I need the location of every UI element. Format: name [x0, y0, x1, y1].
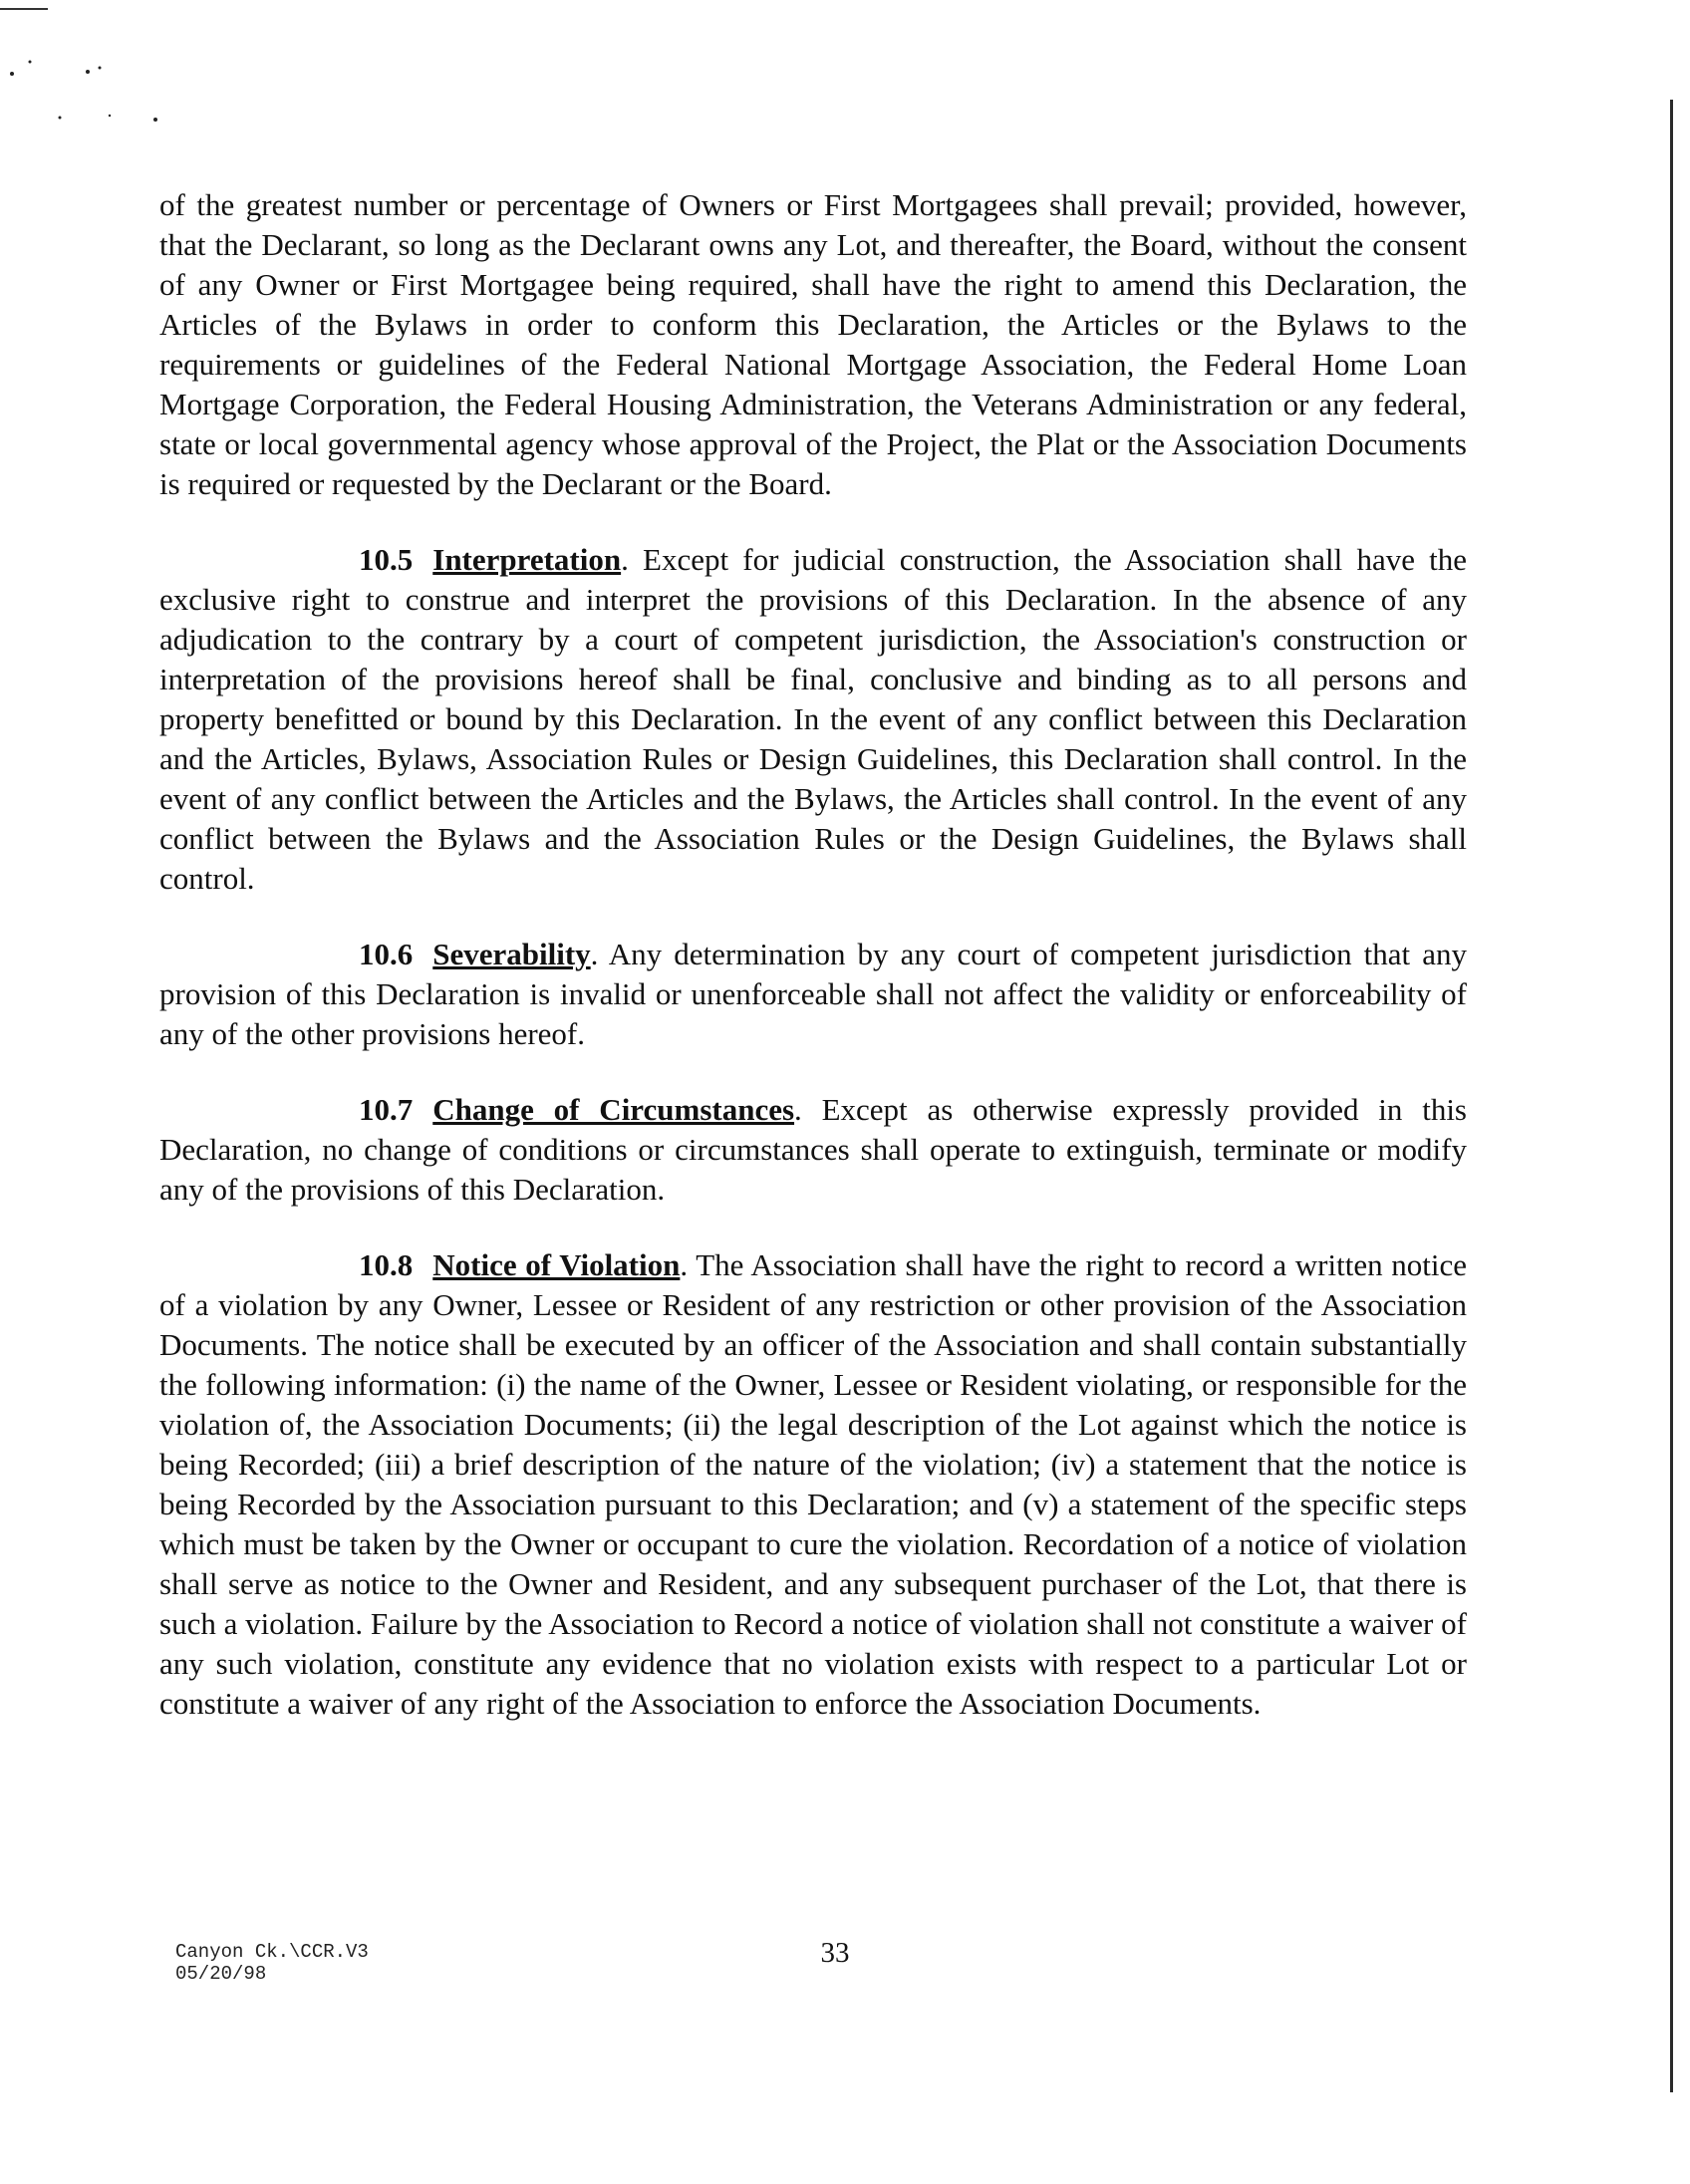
section-number: 10.8: [359, 1247, 414, 1282]
section-title: Notice of Violation: [432, 1247, 681, 1282]
scan-artifact-edge: [1670, 100, 1673, 2092]
section-10-7: [159, 1090, 1467, 1210]
scan-artifact-line: [0, 8, 48, 10]
section-text: . Any determination by any court of competent jurisdiction that any provision of this Declaration is invalid or unenforceable shall not affect the validity or enforceability of any of the other provisions hereof.: [159, 937, 1467, 1051]
section-text: . Except as otherwise expressly provided in this Declaration, no change of conditions or circumstances shall operate to extinguish, terminate or modify any of the provisions of this Declaration.: [159, 1092, 1468, 1207]
section-10-8: [159, 1245, 1467, 1724]
intro-paragraph: [159, 185, 1467, 504]
section-number: 10.7: [359, 1092, 414, 1127]
page-number: 33: [820, 1937, 850, 1969]
document-body: [159, 185, 1467, 1760]
section-number: 10.6: [359, 937, 414, 971]
section-10-6: [159, 935, 1467, 1054]
scan-specks: [0, 40, 199, 139]
section-title: Interpretation: [432, 542, 622, 577]
footer-file-info: [175, 1941, 369, 1985]
intro-paragraph-text: of the greatest number or percentage of Owners or First Mortgagees shall prevail; provided, however, that the Declarant, so long as the Declarant owns any Lot, and thereafter, the Board, without the consent of any Owner or First Mortgagee being required, shall have the right to amend this Declaration, the Articles of the Bylaws in order to conform this Declaration, the Articles or the Bylaws to the requirements or guidelines of the Federal National Mortgage Association, the Federal Home Loan Mortgage Corporation, the Federal Housing Administration, the Veterans Administration or any federal, state or local governmental agency whose approval of the Project, the Plat or the Association Documents is required or requested by the Declarant or the Board.: [159, 187, 1467, 501]
section-title: Change of Circumstances: [432, 1092, 795, 1127]
section-10-5: [159, 540, 1467, 899]
section-title: Severability: [432, 937, 591, 971]
section-number: 10.5: [359, 542, 414, 577]
footer-date: 05/20/98: [175, 1963, 267, 1985]
footer-file-ref: Canyon Ck.\CCR.V3: [175, 1941, 369, 1963]
section-text: . The Association shall have the right to record a written notice of a violation by any Owner, Lessee or Resident of any restriction or other provision of the Association Documents. The notice shall be executed by an officer of the Association and shall contain substantially the following information: (i) the name of the Owner, Lessee or Resident violating, or responsible for the violation of, the Association Documents; (ii) the legal description of the Lot against which the notice is being Recorded; (iii) a brief description of the nature of the violation; (iv) a statement that the notice is being Recorded by the Association pursuant to this Declaration; and (v) a statement of the specific steps which must be taken by the Owner or occupant to cure the violation. Recordation of a notice of violation shall serve as notice to the Owner and Resident, and any subsequent purchaser of the Lot, that there is such a violation. Failure by the Association to Record a notice of violation shall not constitute a waiver of any such violation, constitute any evidence that no violation exists with respect to a particular Lot or constitute a waiver of any right of the Association to enforce the Association Documents.: [159, 1247, 1468, 1721]
section-text: . Except for judicial construction, the Association shall have the exclusive right to construe and interpret the provisions of this Declaration. In the absence of any adjudication to the contrary by a court of competent jurisdiction, the Association's construction or interpretation of the provisions hereof shall be final, conclusive and binding as to all persons and property benefitted or bound by this Declaration. In the event of any conflict between this Declaration and the Articles, Bylaws, Association Rules or Design Guidelines, this Declaration shall control. In the event of any conflict between the Articles and the Bylaws, the Articles shall control. In the event of any conflict between the Bylaws and the Association Rules or the Design Guidelines, the Bylaws shall control.: [159, 542, 1467, 896]
